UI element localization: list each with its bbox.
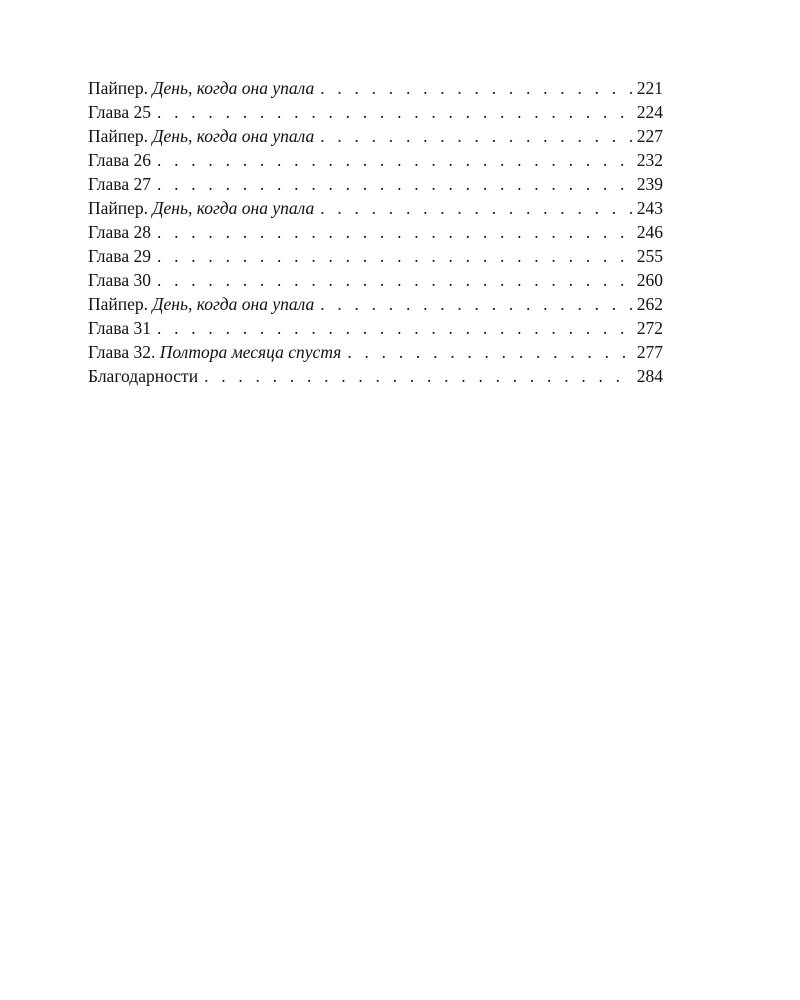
entry-label: Глава 31 xyxy=(88,318,151,338)
page-number: 224 xyxy=(636,102,663,122)
toc-entry xyxy=(88,124,663,148)
dot-leader xyxy=(320,76,633,100)
dot-leader xyxy=(157,100,633,124)
toc-entry-title xyxy=(88,364,198,388)
toc-entry-title xyxy=(88,196,314,220)
toc-entry xyxy=(88,316,663,340)
toc-entry-title xyxy=(88,172,151,196)
entry-label: Глава 32. xyxy=(88,342,156,362)
toc-entry-title xyxy=(88,124,314,148)
toc-entry xyxy=(88,148,663,172)
toc-entry-title xyxy=(88,244,151,268)
toc-entry-title xyxy=(88,148,151,172)
toc-entry xyxy=(88,292,663,316)
toc-entry-title xyxy=(88,268,151,292)
toc-entry xyxy=(88,244,663,268)
dot-leader xyxy=(157,148,633,172)
entry-subtitle: День, когда она упала xyxy=(152,198,315,218)
page-number: 260 xyxy=(636,270,663,290)
entry-label: Глава 25 xyxy=(88,102,151,122)
entry-label: Пайпер. xyxy=(88,294,149,314)
dot-leader xyxy=(320,292,633,316)
entry-label: Глава 26 xyxy=(88,150,151,170)
page-number: 262 xyxy=(636,294,663,314)
entry-label: Глава 29 xyxy=(88,246,151,266)
page-number: 272 xyxy=(636,318,663,338)
dot-leader xyxy=(320,124,633,148)
page-number: 227 xyxy=(636,126,663,146)
dot-leader xyxy=(157,220,633,244)
dot-leader xyxy=(320,196,633,220)
dot-leader xyxy=(157,244,633,268)
page-number: 232 xyxy=(636,150,663,170)
entry-label: Глава 28 xyxy=(88,222,151,242)
page-number: 277 xyxy=(636,342,663,362)
toc-entry xyxy=(88,268,663,292)
entry-label: Глава 27 xyxy=(88,174,151,194)
toc-entry xyxy=(88,172,663,196)
page-number: 239 xyxy=(636,174,663,194)
toc-entry xyxy=(88,76,663,100)
page-number: 243 xyxy=(636,198,663,218)
entry-label: Благодарности xyxy=(88,366,199,386)
toc-entry xyxy=(88,340,663,364)
toc-entry-title xyxy=(88,220,151,244)
toc-entry-title xyxy=(88,316,151,340)
toc-entry xyxy=(88,196,663,220)
entry-label: Глава 30 xyxy=(88,270,151,290)
page-number: 284 xyxy=(636,366,663,386)
toc-entry xyxy=(88,364,663,388)
entry-subtitle: День, когда она упала xyxy=(152,78,315,98)
dot-leader xyxy=(157,172,633,196)
toc-entry-title xyxy=(88,292,314,316)
entry-label: Пайпер. xyxy=(88,78,149,98)
entry-label: Пайпер. xyxy=(88,126,149,146)
entry-label: Пайпер. xyxy=(88,198,149,218)
dot-leader xyxy=(204,364,633,388)
table-of-contents xyxy=(88,76,663,388)
page-number: 221 xyxy=(636,78,663,98)
entry-subtitle: День, когда она упала xyxy=(152,294,315,314)
page-number: 246 xyxy=(636,222,663,242)
dot-leader xyxy=(157,316,633,340)
entry-subtitle: День, когда она упала xyxy=(152,126,315,146)
dot-leader xyxy=(157,268,633,292)
toc-entry xyxy=(88,220,663,244)
page-number: 255 xyxy=(636,246,663,266)
toc-entry-title xyxy=(88,76,314,100)
toc-entry-title xyxy=(88,340,341,364)
entry-subtitle: Полтора месяца спустя xyxy=(159,342,342,362)
dot-leader xyxy=(347,340,632,364)
toc-entry xyxy=(88,100,663,124)
toc-entry-title xyxy=(88,100,151,124)
